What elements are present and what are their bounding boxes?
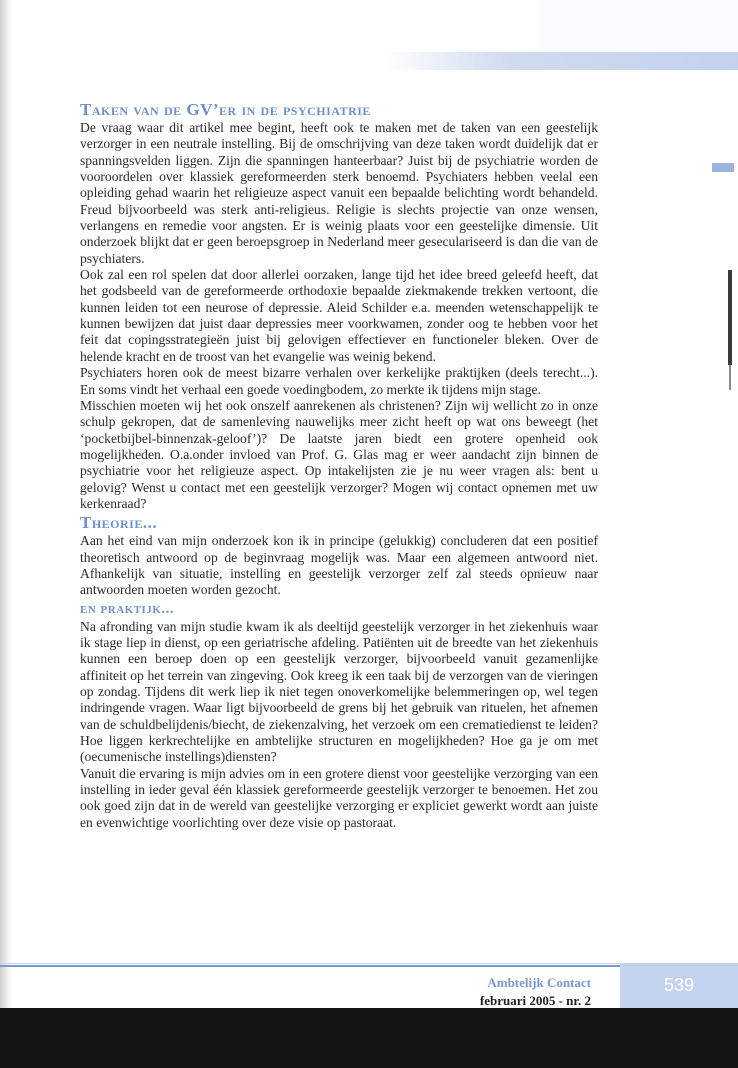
- paragraph: Misschien moeten wij het ook onszelf aanrekenen als christenen? Zijn wij wellicht zo in onze schulp gekropen, dat de samenleving nauwelijks meer zicht heeft op wat ons beweegt (het ‘pocketbijbel-binnenzak-geloof’)? De laatste jaren biedt een grotere openheid ook mogelijkheden. O.a.onder invloed van Prof. G. Glas mag er weer aandacht zijn binnen de psychiatrie voor het religieuze aspect. Op intakelijsten zie je nu weer vragen als: bent u gelovig? Wenst u contact met een geestelijk verzorger? Mogen wij contact opnemen met uw kerkenraad?: [80, 397, 598, 511]
- footer-rule: [0, 965, 620, 967]
- article-body: [80, 99, 598, 831]
- header-tint: [540, 0, 738, 52]
- section-heading-theorie: Theorie...: [80, 513, 158, 533]
- scan-border: [0, 1008, 738, 1068]
- section-heading-taken: Taken van de GV’er in de psychiatrie: [80, 100, 371, 119]
- magazine-name: Ambtelijk Contact: [487, 975, 591, 990]
- paragraph: Vanuit die ervaring is mijn advies om in een grotere dienst voor geestelijke verzorging van een instelling in ieder geval één klassiek gereformeerde geestelijk verzorger te benoemen. Het zou ook goed zijn dat in de wereld van geestelijke verzorging er expliciet gewerkt wordt aan juiste en evenwichtige voorlichting over deze visie op pastoraat.: [80, 765, 598, 830]
- issue-date: februari 2005 - nr. 2: [479, 993, 591, 1008]
- paragraph: Ook zal een rol spelen dat door allerlei oorzaken, lange tijd het idee breed geleefd heeft, dat het godsbeeld van de gereformeerde orthodoxie bepaalde ziekmakende trekken vertoont, die kunnen leiden tot een neurose of depressie. Aleid Schilder e.a. meenden wetenschappelijk te kunnen bewijzen dat juist daar depressies meer voorkwamen, zonder oog te hebben voor het feit dat copingsstrategieën juist bij gelovigen effectiever en functioneler bleken. Over de helende kracht en de troost van het evangelie was weinig bekend.: [80, 267, 598, 364]
- page-number: 539: [663, 975, 695, 995]
- paragraph: Psychiaters horen ook de meest bizarre verhalen over kerkelijke praktijken (deels terecht...). En soms vindt het verhaal een goede voedingbodem, zo merkte ik tijdens mijn stage.: [80, 365, 598, 397]
- page-tab-marker: [712, 163, 734, 172]
- scan-binding-mark-lower: [729, 365, 731, 390]
- section-heading-praktijk: en praktijk...: [80, 600, 175, 617]
- scan-page-edge: [0, 0, 12, 1008]
- scan-binding-mark: [728, 270, 732, 365]
- paragraph: Na afronding van mijn studie kwam ik als deeltijd geestelijk verzorger in het ziekenhuis waar ik stage liep in dienst, op een geriatrische afdeling. Patiënten uit de breedte van het ziekenhuis kunnen een beroep doen op een geestelijk verzorger, bijvoorbeeld vanuit gezamenlijke affiniteit op het terrein van zingeving. Ook kreeg ik een taak bij de verzorgen van de vieringen op zondag. Tijdens dit werk liep ik niet tegen onoverkomelijke belemmeringen op, wel tegen indringende vragen. Waar ligt bijvoorbeeld de grens bij het gebruik van rituelen, het afnemen van de schuldbelijdenis/biecht, de ziekenzalving, het verzoek om een crematiedienst te leiden? Hoe liggen kerkrechtelijke en ambtelijke structuren en mogelijkheden? Hoe ga je om met (oecumenische instellings)diensten?: [80, 618, 598, 765]
- paragraph: De vraag waar dit artikel mee begint, heeft ook te maken met de taken van een geestelijk verzorger in een neutrale instelling. Bij de omschrijving van deze taken wordt duidelijk dat er spanningsvelden liggen. Zijn die spanningen hanteerbaar? Juist bij de psychiatrie worden de vooroordelen over klassiek gereformeerden sterk benoemd. Psychiaters hebben veelal een opleiding gehad waarin het religieuze aspect vanuit een bepaalde belichting wordt behandeld. Freud bijvoorbeeld was sterk anti-religieus. Religie is slechts projectie van onze wensen, verlangens en remedie voor angsten. Er is weinig plaats voor een geestelijke dimensie. Uit onderzoek blijkt dat er geen beroepsgroep in Nederland meer geseculariseerd is dan die van de psychiaters.: [80, 120, 598, 266]
- footer-rule-light: [0, 963, 620, 964]
- header-color-band: [385, 52, 738, 70]
- paragraph: Aan het eind van mijn onderzoek kon ik in principe (gelukkig) concluderen dat een positief theoretisch antwoord op de beginvraag mogelijk was. Maar een algemeen antwoord niet. Afhankelijk van situatie, instelling en geestelijk verzorger zelf zal steeds opnieuw naar antwoorden moeten worden gezocht.: [80, 533, 598, 598]
